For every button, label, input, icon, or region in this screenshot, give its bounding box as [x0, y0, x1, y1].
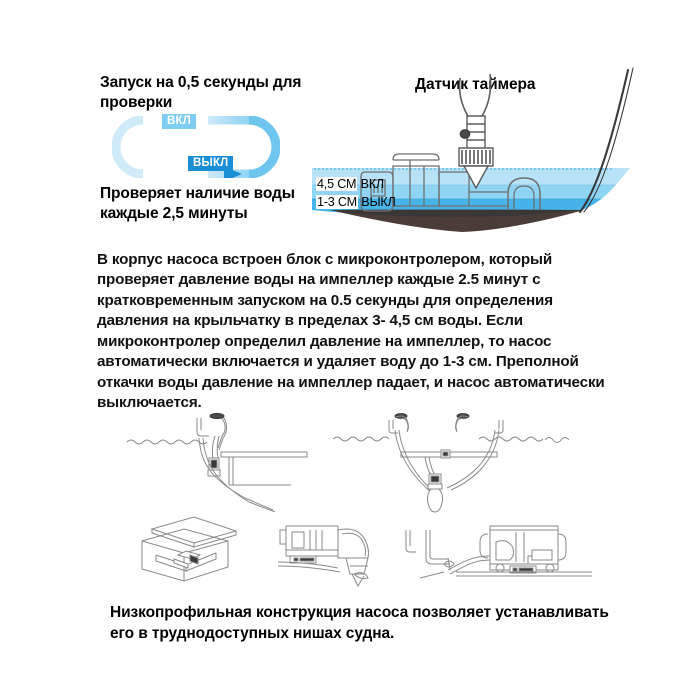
water-level-on-depth: 4,5 СМ [317, 177, 357, 191]
bottom-caption: Низкопрофильная конструкция насоса позволяет устанавливать его в труднодоступных нишах судна. [110, 604, 609, 642]
wave-fragment [545, 433, 569, 445]
water-level-off-depth: 1-3 СМ [317, 195, 357, 209]
water-level-off-state: ВЫКЛ [361, 195, 396, 209]
illustration-hull-section [333, 408, 563, 516]
cycle-label-off: ВЫКЛ [188, 156, 233, 171]
deck-hatch-graphic [128, 515, 248, 587]
water-level-on [316, 177, 384, 191]
hull-section-graphic [333, 408, 563, 516]
outboard-stern-graphic [278, 512, 418, 592]
water-level-on-state: ВКЛ [360, 177, 384, 191]
water-level-off [316, 195, 396, 209]
illustration-transom-mount [125, 412, 335, 512]
hull-shadow [330, 210, 584, 233]
illustration-deck-hatch [128, 515, 248, 587]
boat-diagram-title: Датчик таймера [415, 76, 536, 93]
illustration-engine-bilge [420, 508, 595, 594]
cycle-label-on: ВКЛ [162, 114, 196, 129]
illustration-outboard-stern [278, 512, 418, 592]
wave-fragment-graphic [545, 433, 569, 445]
engine-bilge-graphic [420, 508, 595, 594]
cycle-heading-bottom: Проверяет наличие воды каждые 2,5 минуты [100, 185, 295, 223]
duty-cycle-diagram [112, 116, 280, 178]
transom-mount-graphic [125, 412, 335, 512]
cycle-heading-top: Запуск на 0,5 секунды для проверки [100, 74, 302, 112]
description-paragraph: В корпус насоса встроен блок с микроконтролером, который проверяет давление воды на импеллер каждые 2.5 минут с кратковременным запуском на 0.5 секунды для определения давления на крыльчатку в пределах 3- 4,5 см воды. Если микроконтролер определил давление на импеллер, то насос автоматически включается и удаляет воду до 1-3 см. Преполной откачки воды давление на импеллер падает, и насос автоматически выключается. [97, 251, 605, 412]
